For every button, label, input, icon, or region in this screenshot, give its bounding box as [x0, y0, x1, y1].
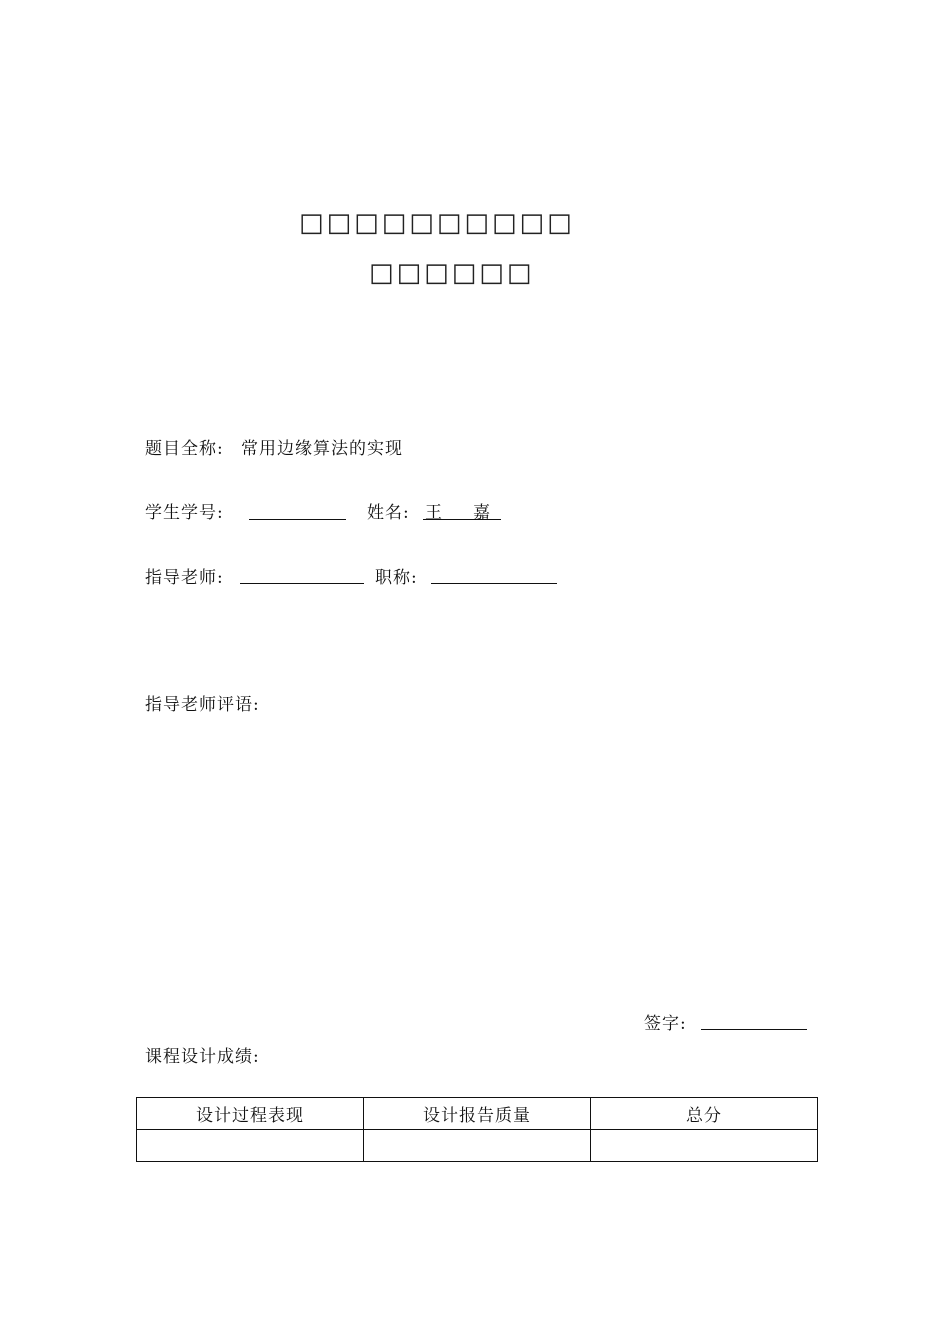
report-title-line-1: □□□□□□□□□□ [299, 208, 575, 238]
student-id-field[interactable] [249, 519, 346, 520]
grades-cell-total[interactable] [591, 1130, 818, 1162]
grades-header-report: 设计报告质量 [364, 1098, 591, 1130]
advisor-comments-label: 指导老师评语: [145, 695, 260, 715]
grades-cell-report[interactable] [364, 1130, 591, 1162]
grades-header-total: 总分 [591, 1098, 818, 1130]
signature-field[interactable] [701, 1029, 807, 1030]
name-value-family: 嘉 [473, 503, 491, 523]
grades-header-row [137, 1098, 818, 1130]
grades-label: 课程设计成绩: [145, 1047, 260, 1067]
advisor-label: 指导老师: [145, 568, 224, 588]
name-label: 姓名: [367, 503, 410, 523]
name-value-given: 王 [425, 503, 443, 523]
advisor-title-label: 职称: [375, 568, 418, 588]
topic-value: 常用边缘算法的实现 [241, 439, 403, 459]
advisor-field[interactable] [240, 583, 364, 584]
advisor-title-field[interactable] [431, 583, 557, 584]
grades-cell-process[interactable] [137, 1130, 364, 1162]
student-id-label: 学生学号: [145, 503, 224, 523]
signature-label: 签字: [644, 1014, 687, 1034]
grades-value-row [137, 1130, 818, 1162]
grades-header-process: 设计过程表现 [137, 1098, 364, 1130]
grades-table [136, 1097, 818, 1162]
topic-label: 题目全称: [145, 439, 224, 459]
report-title-line-2: □□□□□□ [369, 258, 535, 288]
